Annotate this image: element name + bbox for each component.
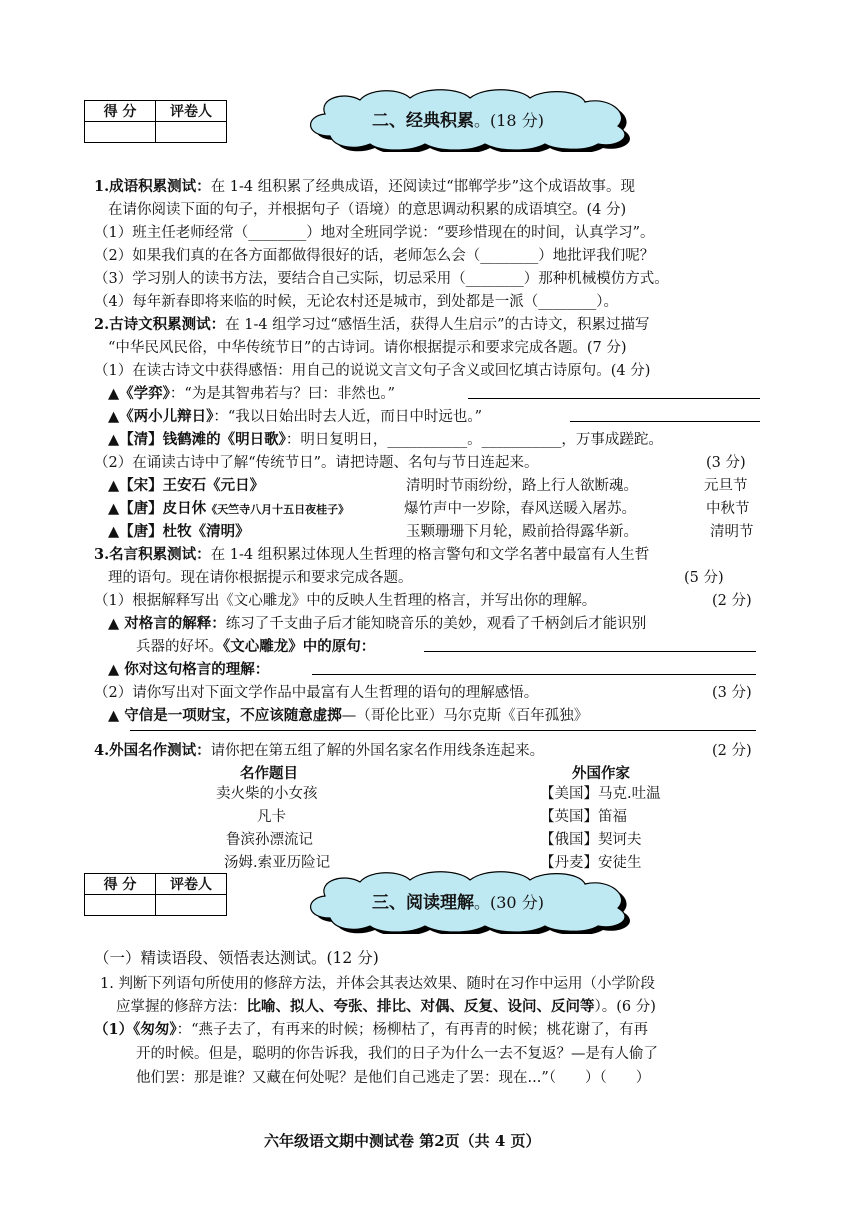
reading-q1-line2: 应掌握的修辞方法：比喻、拟人、夸张、排比、对偶、反复、设问、反问等）。(6 分) (116, 998, 656, 1015)
q3-line1: 3.名言积累测试：在 1-4 组积累过体现人生哲理的格言警句和文学名著中最富有人生哲 (94, 546, 650, 563)
q2-sub2-score: (3 分) (706, 455, 746, 471)
page-footer: 六年级语文期中测试卷 第2页（共 4 页） (264, 1132, 541, 1150)
q4-line: 4.外国名作测试：请你把在第五组了解的外国名家名作用线条连起来。 (94, 742, 545, 759)
answer-line[interactable] (312, 674, 756, 675)
reading-part1: （一）精读语段、领悟表达测试。(12 分) (94, 949, 379, 967)
work-item[interactable]: 汤姆.索亚历险记 (224, 855, 331, 871)
grader-cell[interactable] (156, 122, 227, 143)
q3-b2: ▲ 你对这句格言的理解： (108, 661, 270, 678)
match-line-2: 爆竹声中一岁除，春风送暖入屠苏。 (404, 501, 636, 517)
section2-title: 二、经典积累。(18 分) (372, 111, 544, 131)
score-cell[interactable] (85, 122, 156, 143)
q1-line2: 在请你阅读下面的句子，并根据句子（语境）的意思调动积累的成语填空。(4 分) (108, 202, 627, 218)
q3-sub1-score: (2 分) (712, 593, 752, 609)
grader-header: 评卷人 (156, 101, 227, 122)
section3-title: 三、阅读理解。(30 分) (372, 893, 544, 913)
score-header: 得 分 (85, 101, 156, 122)
q2-a2: ▲《两小儿辩日》：“我以日始出时去人近，而日中时远也。” (108, 408, 482, 425)
score-header: 得 分 (85, 874, 156, 895)
match-poem-3: ▲【唐】杜牧《清明》 (108, 523, 250, 540)
q3-line2-score: (5 分) (684, 570, 724, 586)
author-item[interactable]: 【美国】马克.吐温 (540, 786, 661, 802)
author-item[interactable]: 【俄国】契诃夫 (540, 832, 642, 848)
q2-line1: 2.古诗文积累测试：在 1-4 组学习过“感悟生活，获得人生启示”的古诗文，积累过描写 (94, 316, 650, 333)
q3-sub1: （1）根据解释写出《文心雕龙》中的反映人生哲理的格言，并写出你的理解。 (94, 593, 597, 609)
match-festival-1[interactable]: 元旦节 (704, 478, 748, 494)
work-item[interactable]: 卖火柴的小女孩 (216, 786, 318, 802)
q4-score: (2 分) (712, 743, 752, 759)
answer-line[interactable] (570, 421, 760, 422)
work-item[interactable]: 凡卡 (257, 809, 286, 825)
answer-line[interactable] (468, 398, 760, 399)
score-table-2 (84, 873, 227, 916)
q3-b1: ▲ 对格言的解释：练习了千支曲子后才能知晓音乐的美妙，观看了千柄剑后才能识别 (108, 615, 647, 632)
q1-line1: 1.成语积累测试：在 1-4 组积累了经典成语，还阅读过“邯郸学步”这个成语故事。现 (94, 178, 636, 195)
q2-sub2: （2）在诵读古诗中了解“传统节日”。请把诗题、名句与节日连起来。 (94, 455, 539, 471)
match-festival-2[interactable]: 中秋节 (706, 501, 750, 517)
match-line-1: 清明时节雨纷纷，路上行人欲断魂。 (406, 478, 638, 494)
author-item[interactable]: 【丹麦】安徒生 (540, 855, 642, 871)
author-item[interactable]: 【英国】笛福 (540, 809, 627, 825)
q1-item-2: （2）如果我们真的在各方面都做得很好的话，老师怎么会（________）地批评我们呢？ (94, 248, 655, 264)
grader-header: 评卷人 (156, 874, 227, 895)
match-poem-1: ▲【宋】王安石《元日》 (108, 477, 265, 494)
q2-a1: ▲《学弈》：“为是其智弗若与？曰：非然也。” (108, 385, 395, 402)
work-item[interactable]: 鲁滨孙漂流记 (226, 832, 313, 848)
reading-p1-line1: （1）《匆匆》：“燕子去了，有再来的时候；杨柳枯了，有再青的时候；桃花谢了，有再 (94, 1021, 649, 1038)
q1-item-4: （4）每年新春即将来临的时候，无论农村还是城市，到处都是一派（________）。 (94, 294, 618, 310)
score-cell[interactable] (85, 895, 156, 916)
score-table-1 (84, 100, 227, 143)
answer-line[interactable] (424, 651, 756, 652)
match-festival-3[interactable]: 清明节 (710, 524, 754, 540)
q3-b1-line2: 兵器的好坏。《文心雕龙》中的原句： (136, 638, 376, 655)
q3-b3: ▲ 守信是一项财宝，不应该随意虚掷—（哥伦比亚）马尔克斯《百年孤独》 (108, 707, 589, 724)
reading-p1-line2: 开的时候。但是，聪明的你告诉我，我们的日子为什么一去不复返？—是有人偷了 (136, 1046, 658, 1062)
q1-item-3: （3）学习别人的读书方法，要结合自己实际，切忌采用（________）那种机械模仿方式。 (94, 271, 669, 287)
q3-line2: 理的语句。现在请你根据提示和要求完成各题。 (108, 570, 413, 586)
match-line-3: 玉颗珊珊下月轮，殿前拾得露华新。 (406, 524, 638, 540)
q3-sub2-score: (3 分) (712, 685, 752, 701)
authors-header: 外国作家 (572, 765, 630, 782)
answer-line[interactable] (130, 730, 756, 731)
q1-item-1: （1）班主任老师经常（________）地对全班同学说：“要珍惜现在的时间，认真学习”。 (94, 225, 655, 241)
q2-line2: “中华民风民俗，中华传统节日”的古诗词。请你根据提示和要求完成各题。(7 分) (108, 340, 627, 356)
q2-a3: ▲【清】钱鹤滩的《明日歌》：明日复明日，___________。___________，万事成蹉跎。 (108, 431, 663, 448)
reading-q1-line1: 1. 判断下列语句所使用的修辞方法，并体会其表达效果、随时在习作中运用（小学阶段 (100, 976, 655, 992)
q2-sub1: （1）在读古诗文中获得感悟：用自己的说说文言文句子含义或回忆填古诗原句。(4 分) (94, 363, 651, 379)
works-header: 名作题目 (240, 765, 298, 782)
match-poem-2: ▲【唐】皮日休《天竺寺八月十五日夜桂子》 (108, 500, 350, 517)
reading-p1-line3: 他们罢：那是谁？又藏在何处呢？是他们自己逃走了罢：现在...”（ ）（ ） (136, 1070, 651, 1086)
grader-cell[interactable] (156, 895, 227, 916)
q3-sub2: （2）请你写出对下面文学作品中最富有人生哲理的语句的理解感悟。 (94, 685, 539, 701)
